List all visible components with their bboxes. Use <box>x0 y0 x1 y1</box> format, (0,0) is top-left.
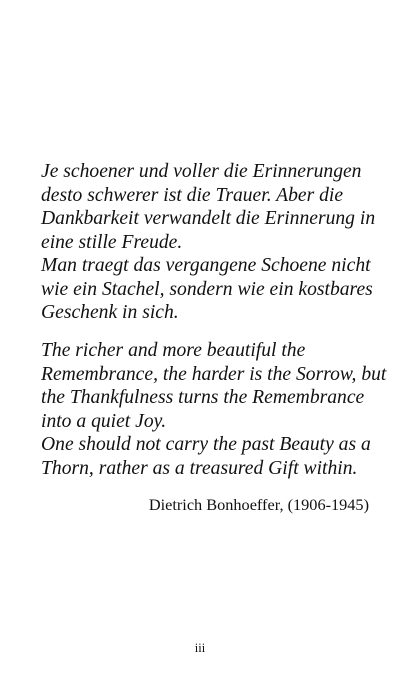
quote-line: wie ein Stachel, sondern wie ein kostbares <box>41 278 373 300</box>
quote-line: the Thankfulness turns the Remembrance <box>41 387 365 408</box>
quote-line: eine stille Freude. <box>41 231 183 253</box>
page-number: iii <box>194 641 206 655</box>
english-quote <box>41 339 387 480</box>
quote-line: desto schwerer ist die Trauer. Aber die <box>41 184 344 206</box>
quote-line: The richer and more beautiful the <box>41 340 306 361</box>
quote-line: Dankbarkeit verwandelt die Erinnerung in <box>41 208 376 229</box>
quote-line: Thorn, rather as a treasured Gift within. <box>41 457 358 479</box>
german-quote <box>41 160 381 325</box>
quote-line: Je schoener und voller die Erinnerungen <box>41 161 362 182</box>
quote-line: Geschenk in sich. <box>41 302 179 323</box>
quote-line: into a quiet Joy. <box>41 410 167 432</box>
quote-attribution: Dietrich Bonhoeffer, (1906-1945) <box>148 495 369 514</box>
quote-line: Man traegt das vergangene Schoene nicht <box>41 255 371 276</box>
quote-line: One should not carry the past Beauty as a <box>41 434 371 455</box>
quote-line: Remembrance, the harder is the Sorrow, but <box>41 363 387 385</box>
